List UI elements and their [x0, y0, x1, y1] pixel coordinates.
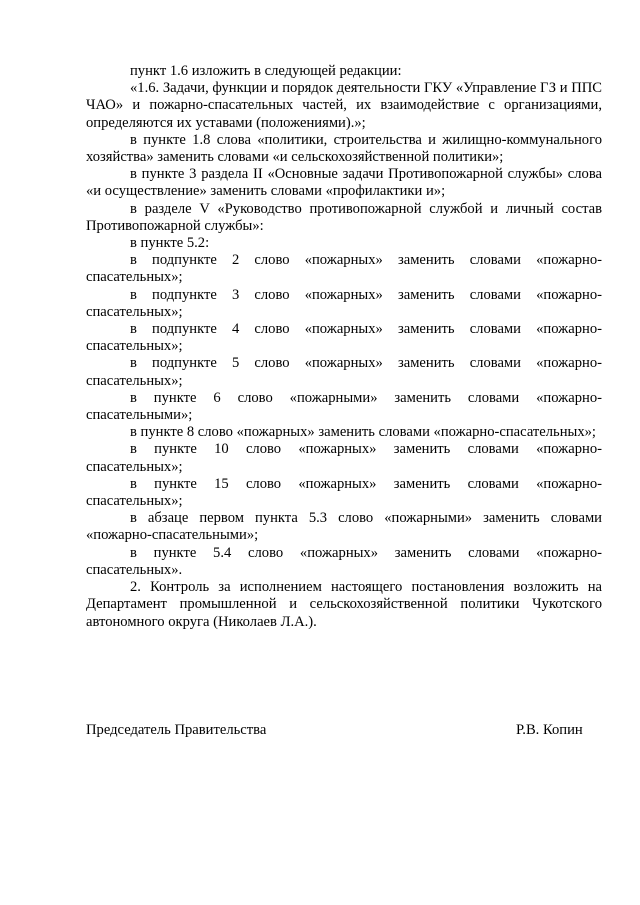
paragraph: в пункте 5.2:: [130, 235, 210, 252]
paragraph: в абзаце первом пункта 5.3 слово «пожарными» заменить словами «пожарно-спасательными»;: [86, 510, 602, 544]
paragraph: в подпункте 5 слово «пожарных» заменить словами «пожарно-спасательных»;: [86, 355, 602, 389]
paragraph: в пункте 15 слово «пожарных» заменить словами «пожарно-спасательных»;: [86, 475, 602, 510]
paragraph: в подпункте 2 слово «пожарных» заменить словами «пожарно-спасательных»;: [86, 252, 602, 286]
paragraph: «1.6. Задачи, функции и порядок деятельности ГКУ «Управление ГЗ и ППС ЧАО» и пожарно-спасательных частей, их взаимодействие с организациями, определяются их уставами (положениями).»;: [86, 80, 603, 131]
signature-name: Р.В. Копин: [516, 722, 583, 738]
paragraph: в подпункте 4 слово «пожарных» заменить словами «пожарно-спасательных»;: [86, 321, 602, 355]
paragraph: в пункте 5.4 слово «пожарных» заменить словами «пожарно-спасательных».: [86, 544, 602, 578]
signature-position: Председатель Правительства: [86, 722, 267, 738]
paragraph: пункт 1.6 изложить в следующей редакции:: [130, 63, 402, 79]
paragraph: в пункте 3 раздела II «Основные задачи Противопожарной службы» слова «и осуществление» заменить словами «профилактики и»;: [86, 166, 602, 200]
document-body: [86, 63, 602, 631]
paragraph: 2. Контроль за исполнением настоящего постановления возложить на Департамент промышленной и сельскохозяйственной политики Чукотского автономного округа (Николаев Л.А.).: [86, 579, 602, 630]
paragraph: в разделе V «Руководство противопожарной службой и личный состав Противопожарной службы»:: [86, 200, 602, 234]
paragraph: в пункте 10 слово «пожарных» заменить словами «пожарно-спасательных»;: [86, 441, 602, 475]
paragraph: в пункте 6 слово «пожарными» заменить словами «пожарно-спасательными»;: [86, 389, 602, 424]
paragraph: в пункте 8 слово «пожарных» заменить словами «пожарно-спасательных»;: [130, 424, 596, 441]
paragraph: в подпункте 3 слово «пожарных» заменить словами «пожарно-спасательных»;: [86, 286, 602, 320]
paragraph: в пункте 1.8 слова «политики, строительства и жилищно-коммунального хозяйства» заменить словами «и сельскохозяйственной политики»;: [86, 131, 602, 166]
